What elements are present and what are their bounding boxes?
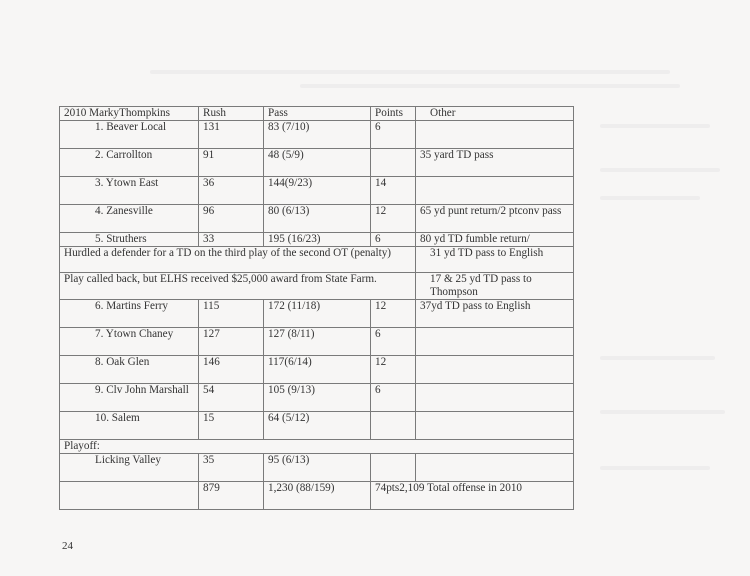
game-points: 6	[371, 328, 416, 356]
note-row	[60, 273, 574, 300]
bleed-through-mark	[600, 124, 710, 128]
playoff-points	[371, 454, 416, 482]
playoff-game: Licking Valley	[60, 454, 199, 482]
game-rush: 33	[199, 233, 264, 247]
game-other	[416, 328, 574, 356]
game-pass: 105 (9/13)	[264, 384, 371, 412]
game-name: 3. Ytown East	[60, 177, 199, 205]
game-name: 4. Zanesville	[60, 205, 199, 233]
game-pass: 195 (16/23)	[264, 233, 371, 247]
table-row	[60, 205, 574, 233]
game-points: 12	[371, 300, 416, 328]
game-other: 65 yd punt return/2 ptconv pass	[416, 205, 574, 233]
game-name: 10. Salem	[60, 412, 199, 440]
table-row	[60, 384, 574, 412]
game-other	[416, 384, 574, 412]
game-points: 14	[371, 177, 416, 205]
bleed-through-mark	[300, 84, 680, 88]
game-points	[371, 412, 416, 440]
game-pass: 48 (5/9)	[264, 149, 371, 177]
header-other: Other	[416, 107, 574, 121]
game-name: 5. Struthers	[60, 233, 199, 247]
game-other: 80 yd TD fumble return/	[416, 233, 574, 247]
header-rush: Rush	[199, 107, 264, 121]
game-name: 9. Clv John Marshall	[60, 384, 199, 412]
playoff-label-row	[60, 440, 574, 454]
game-other	[416, 412, 574, 440]
hurdle-note: Hurdled a defender for a TD on the third play of the second OT (penalty)	[60, 247, 416, 273]
game-rush: 127	[199, 328, 264, 356]
game-rush: 91	[199, 149, 264, 177]
game-rush: 15	[199, 412, 264, 440]
totals-row	[60, 482, 574, 510]
header-row	[60, 107, 574, 121]
totals-label	[60, 482, 199, 510]
totals-rush: 879	[199, 482, 264, 510]
bleed-through-mark	[600, 356, 715, 360]
table-row	[60, 149, 574, 177]
game-rush: 131	[199, 121, 264, 149]
game-rush: 115	[199, 300, 264, 328]
game-rush: 36	[199, 177, 264, 205]
game-rush: 54	[199, 384, 264, 412]
game-points: 12	[371, 356, 416, 384]
hurdle-other: 31 yd TD pass to English	[416, 247, 574, 273]
page-number: 24	[62, 540, 73, 552]
table-row	[60, 233, 574, 247]
bleed-through-mark	[150, 70, 670, 74]
game-other	[416, 121, 574, 149]
playoff-rush: 35	[199, 454, 264, 482]
game-points: 6	[371, 121, 416, 149]
playoff-pass: 95 (6/13)	[264, 454, 371, 482]
bleed-through-mark	[600, 168, 720, 172]
game-name: 2. Carrollton	[60, 149, 199, 177]
game-name: 6. Martins Ferry	[60, 300, 199, 328]
state-farm-note: Play called back, but ELHS received $25,000 award from State Farm.	[60, 273, 416, 300]
table-row	[60, 328, 574, 356]
game-pass: 127 (8/11)	[264, 328, 371, 356]
game-pass: 80 (6/13)	[264, 205, 371, 233]
game-other: 35 yard TD pass	[416, 149, 574, 177]
game-rush: 146	[199, 356, 264, 384]
table-row	[60, 300, 574, 328]
game-pass: 64 (5/12)	[264, 412, 371, 440]
bleed-through-mark	[600, 410, 725, 414]
game-pass: 117(6/14)	[264, 356, 371, 384]
game-pass: 144(9/23)	[264, 177, 371, 205]
game-other: 37yd TD pass to English	[416, 300, 574, 328]
game-name: 8. Oak Glen	[60, 356, 199, 384]
table-row	[60, 412, 574, 440]
state-farm-other: 17 & 25 yd TD pass to Thompson	[416, 273, 574, 300]
game-points: 6	[371, 233, 416, 247]
game-pass: 83 (7/10)	[264, 121, 371, 149]
totals-pass: 1,230 (88/159)	[264, 482, 371, 510]
game-other	[416, 177, 574, 205]
game-name: 1. Beaver Local	[60, 121, 199, 149]
game-points: 12	[371, 205, 416, 233]
game-other	[416, 356, 574, 384]
playoff-label: Playoff:	[60, 440, 574, 454]
table-row	[60, 177, 574, 205]
table-row	[60, 356, 574, 384]
playoff-row	[60, 454, 574, 482]
game-rush: 96	[199, 205, 264, 233]
note-row	[60, 247, 574, 273]
game-points: 6	[371, 384, 416, 412]
table-row	[60, 121, 574, 149]
header-pass: Pass	[264, 107, 371, 121]
bleed-through-mark	[600, 196, 700, 200]
header-points: Points	[371, 107, 416, 121]
bleed-through-mark	[600, 466, 710, 470]
game-points	[371, 149, 416, 177]
playoff-other	[416, 454, 574, 482]
header-name: 2010 MarkyThompkins	[60, 107, 199, 121]
game-pass: 172 (11/18)	[264, 300, 371, 328]
season-stats-table	[59, 106, 574, 510]
game-name: 7. Ytown Chaney	[60, 328, 199, 356]
totals-summary: 74pts2,109 Total offense in 2010	[371, 482, 574, 510]
